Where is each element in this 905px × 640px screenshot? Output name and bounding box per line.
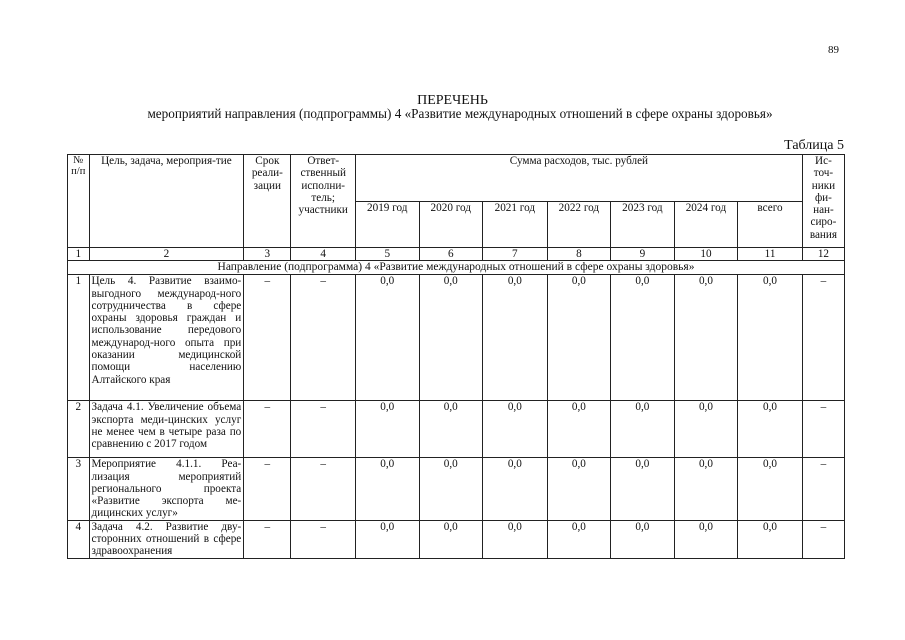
row-value: 0,0	[611, 458, 675, 520]
row-num: 3	[68, 458, 90, 520]
row-value: 0,0	[419, 458, 483, 520]
row-value: 0,0	[483, 275, 548, 401]
row-term: –	[244, 275, 291, 401]
table-row	[68, 458, 845, 520]
header-row	[68, 155, 845, 202]
column-number: 10	[674, 248, 738, 261]
row-num: 2	[68, 401, 90, 458]
header-num: № п/п	[68, 155, 90, 248]
row-value: 0,0	[355, 520, 419, 558]
column-number: 4	[291, 248, 356, 261]
row-responsible: –	[291, 458, 356, 520]
row-name: Задача 4.2. Развитие дву-сторонних отношений в сфере здравоохранения	[89, 520, 244, 558]
document-title: ПЕРЕЧЕНЬ	[417, 93, 488, 108]
row-responsible: –	[291, 520, 356, 558]
row-value: 0,0	[419, 401, 483, 458]
column-number: 2	[89, 248, 244, 261]
row-value: 0,0	[674, 401, 738, 458]
row-value: 0,0	[483, 520, 548, 558]
header-total: всего	[738, 201, 803, 248]
row-responsible: –	[291, 401, 356, 458]
row-value: 0,0	[674, 275, 738, 401]
document-subtitle: мероприятий направления (подпрограммы) 4 «Развитие международных отношений в сфере охраны здоровья»	[147, 106, 773, 121]
row-value: 0,0	[547, 520, 611, 558]
header-year: 2024 год	[674, 201, 738, 248]
row-value: 0,0	[355, 401, 419, 458]
row-value: 0,0	[355, 275, 419, 401]
table-label: Таблица 5	[784, 138, 844, 153]
row-value: 0,0	[674, 520, 738, 558]
row-term: –	[244, 458, 291, 520]
column-number: 8	[547, 248, 611, 261]
row-source: –	[802, 520, 844, 558]
header-year: 2021 год	[483, 201, 548, 248]
column-number: 1	[68, 248, 90, 261]
column-number: 9	[611, 248, 675, 261]
header-responsible: Ответ-ственный исполни-тель; участники	[291, 155, 356, 248]
row-value: 0,0	[611, 520, 675, 558]
row-value: 0,0	[483, 401, 548, 458]
row-total: 0,0	[738, 520, 803, 558]
row-value: 0,0	[674, 458, 738, 520]
row-name: Цель 4. Развитие взаимо-выгодного международ-ного сотрудничества в сфере охраны здоровья граждан и использование передового международ-ного опыта при оказании медицинской помощи населению Алтайского края	[89, 275, 244, 401]
column-number: 12	[802, 248, 844, 261]
row-source: –	[802, 275, 844, 401]
header-year: 2019 год	[355, 201, 419, 248]
row-total: 0,0	[738, 401, 803, 458]
row-num: 4	[68, 520, 90, 558]
row-value: 0,0	[419, 520, 483, 558]
column-number: 6	[419, 248, 483, 261]
table-row	[68, 520, 845, 558]
row-source: –	[802, 401, 844, 458]
column-number: 5	[355, 248, 419, 261]
row-value: 0,0	[547, 275, 611, 401]
row-value: 0,0	[547, 401, 611, 458]
table-row	[68, 275, 845, 401]
row-value: 0,0	[611, 401, 675, 458]
expenses-table	[67, 154, 845, 559]
column-number: 7	[483, 248, 548, 261]
row-source: –	[802, 458, 844, 520]
row-value: 0,0	[419, 275, 483, 401]
section-title: Направление (подпрограмма) 4 «Развитие международных отношений в сфере охраны здоровья»	[68, 261, 845, 275]
header-year: 2020 год	[419, 201, 483, 248]
column-number: 3	[244, 248, 291, 261]
table-row	[68, 401, 845, 458]
row-total: 0,0	[738, 458, 803, 520]
section-row	[68, 261, 845, 275]
row-name: Задача 4.1. Увеличение объема экспорта меди-цинских услуг не менее чем в четыре раза по сравнению с 2017 годом	[89, 401, 244, 458]
row-term: –	[244, 520, 291, 558]
row-value: 0,0	[483, 458, 548, 520]
header-sum: Сумма расходов, тыс. рублей	[355, 155, 802, 202]
row-value: 0,0	[355, 458, 419, 520]
column-number: 11	[738, 248, 803, 261]
header-year: 2023 год	[611, 201, 675, 248]
column-numbers-row	[68, 248, 845, 261]
header-term: Срок реали-зации	[244, 155, 291, 248]
row-responsible: –	[291, 275, 356, 401]
header-year: 2022 год	[547, 201, 611, 248]
row-name: Мероприятие 4.1.1. Реа-лизация мероприятий регионального проекта «Развитие экспорта ме-дицинских услуг»	[89, 458, 244, 520]
row-value: 0,0	[611, 275, 675, 401]
row-value: 0,0	[547, 458, 611, 520]
row-total: 0,0	[738, 275, 803, 401]
page-number: 89	[828, 44, 839, 56]
header-source: Ис-точ-ники фи-нан-сиро-вания	[802, 155, 844, 248]
row-num: 1	[68, 275, 90, 401]
header-goal: Цель, задача, мероприя-тие	[89, 155, 244, 248]
row-term: –	[244, 401, 291, 458]
